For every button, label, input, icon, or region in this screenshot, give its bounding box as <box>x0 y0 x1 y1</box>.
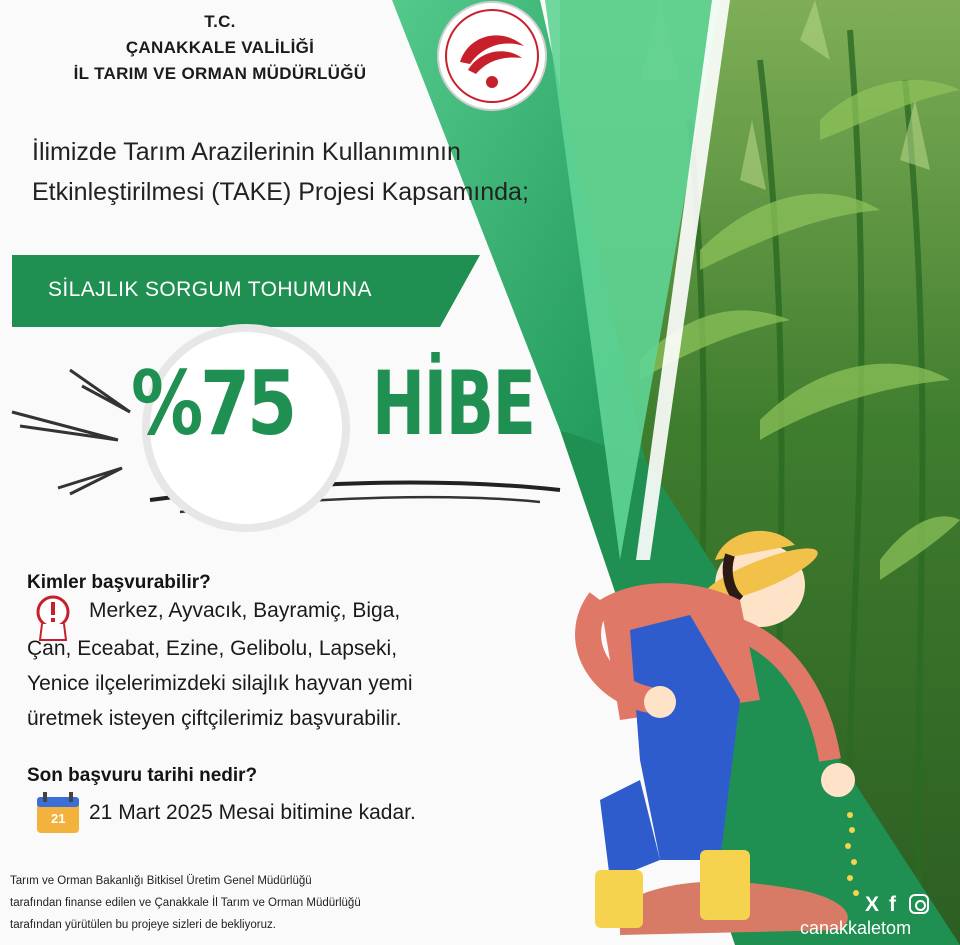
ministry-seal-icon <box>438 2 546 110</box>
who-line-4: üretmek isteyen çiftçilerimiz başvurabilir. <box>27 707 402 730</box>
footer-line-2: tarafından finanse edilen ve Çanakkale İl Tarım ve Orman Müdürlüğü <box>10 897 361 909</box>
intro-line-2: Etkinleştirilmesi (TAKE) Projesi Kapsamında; <box>32 178 529 206</box>
facebook-icon[interactable]: f <box>889 893 896 916</box>
header-governorship: ÇANAKKALE VALİLİĞİ <box>125 38 315 57</box>
exclamation-sticker-icon <box>38 597 68 640</box>
footer-line-3: tarafından yürütülen bu projeye sizleri de bekliyoruz. <box>10 919 276 931</box>
headline-percent: %75 <box>131 352 294 455</box>
who-line-2: Çan, Eceabat, Ezine, Gelibolu, Lapseki, <box>27 637 398 660</box>
footer-line-1: Tarım ve Orman Bakanlığı Bitkisel Üretim Genel Müdürlüğü <box>10 875 312 887</box>
who-line-1: Merkez, Ayvacık, Bayramiç, Biga, <box>89 599 401 622</box>
headline-word: HİBE <box>372 352 535 455</box>
x-icon[interactable]: X <box>865 893 880 916</box>
header-directorate: İL TARIM VE ORMAN MÜDÜRLÜĞÜ <box>73 64 367 83</box>
who-line-3: Yenice ilçelerimizdeki silajlık hayvan yemi <box>27 672 413 695</box>
calendar-day: 21 <box>51 811 66 826</box>
deadline-text: 21 Mart 2025 Mesai bitimine kadar. <box>89 801 416 824</box>
social-handle[interactable]: canakkaletom <box>800 918 912 938</box>
who-heading: Kimler başvurabilir? <box>27 572 211 593</box>
intro-line-1: İlimizde Tarım Arazilerinin Kullanımının <box>32 138 461 166</box>
banner-text: SİLAJLIK SORGUM TOHUMUNA <box>48 278 372 301</box>
deadline-heading: Son başvuru tarihi nedir? <box>27 765 258 786</box>
header-tc: T.C. <box>204 12 236 31</box>
instagram-icon[interactable] <box>909 894 929 914</box>
